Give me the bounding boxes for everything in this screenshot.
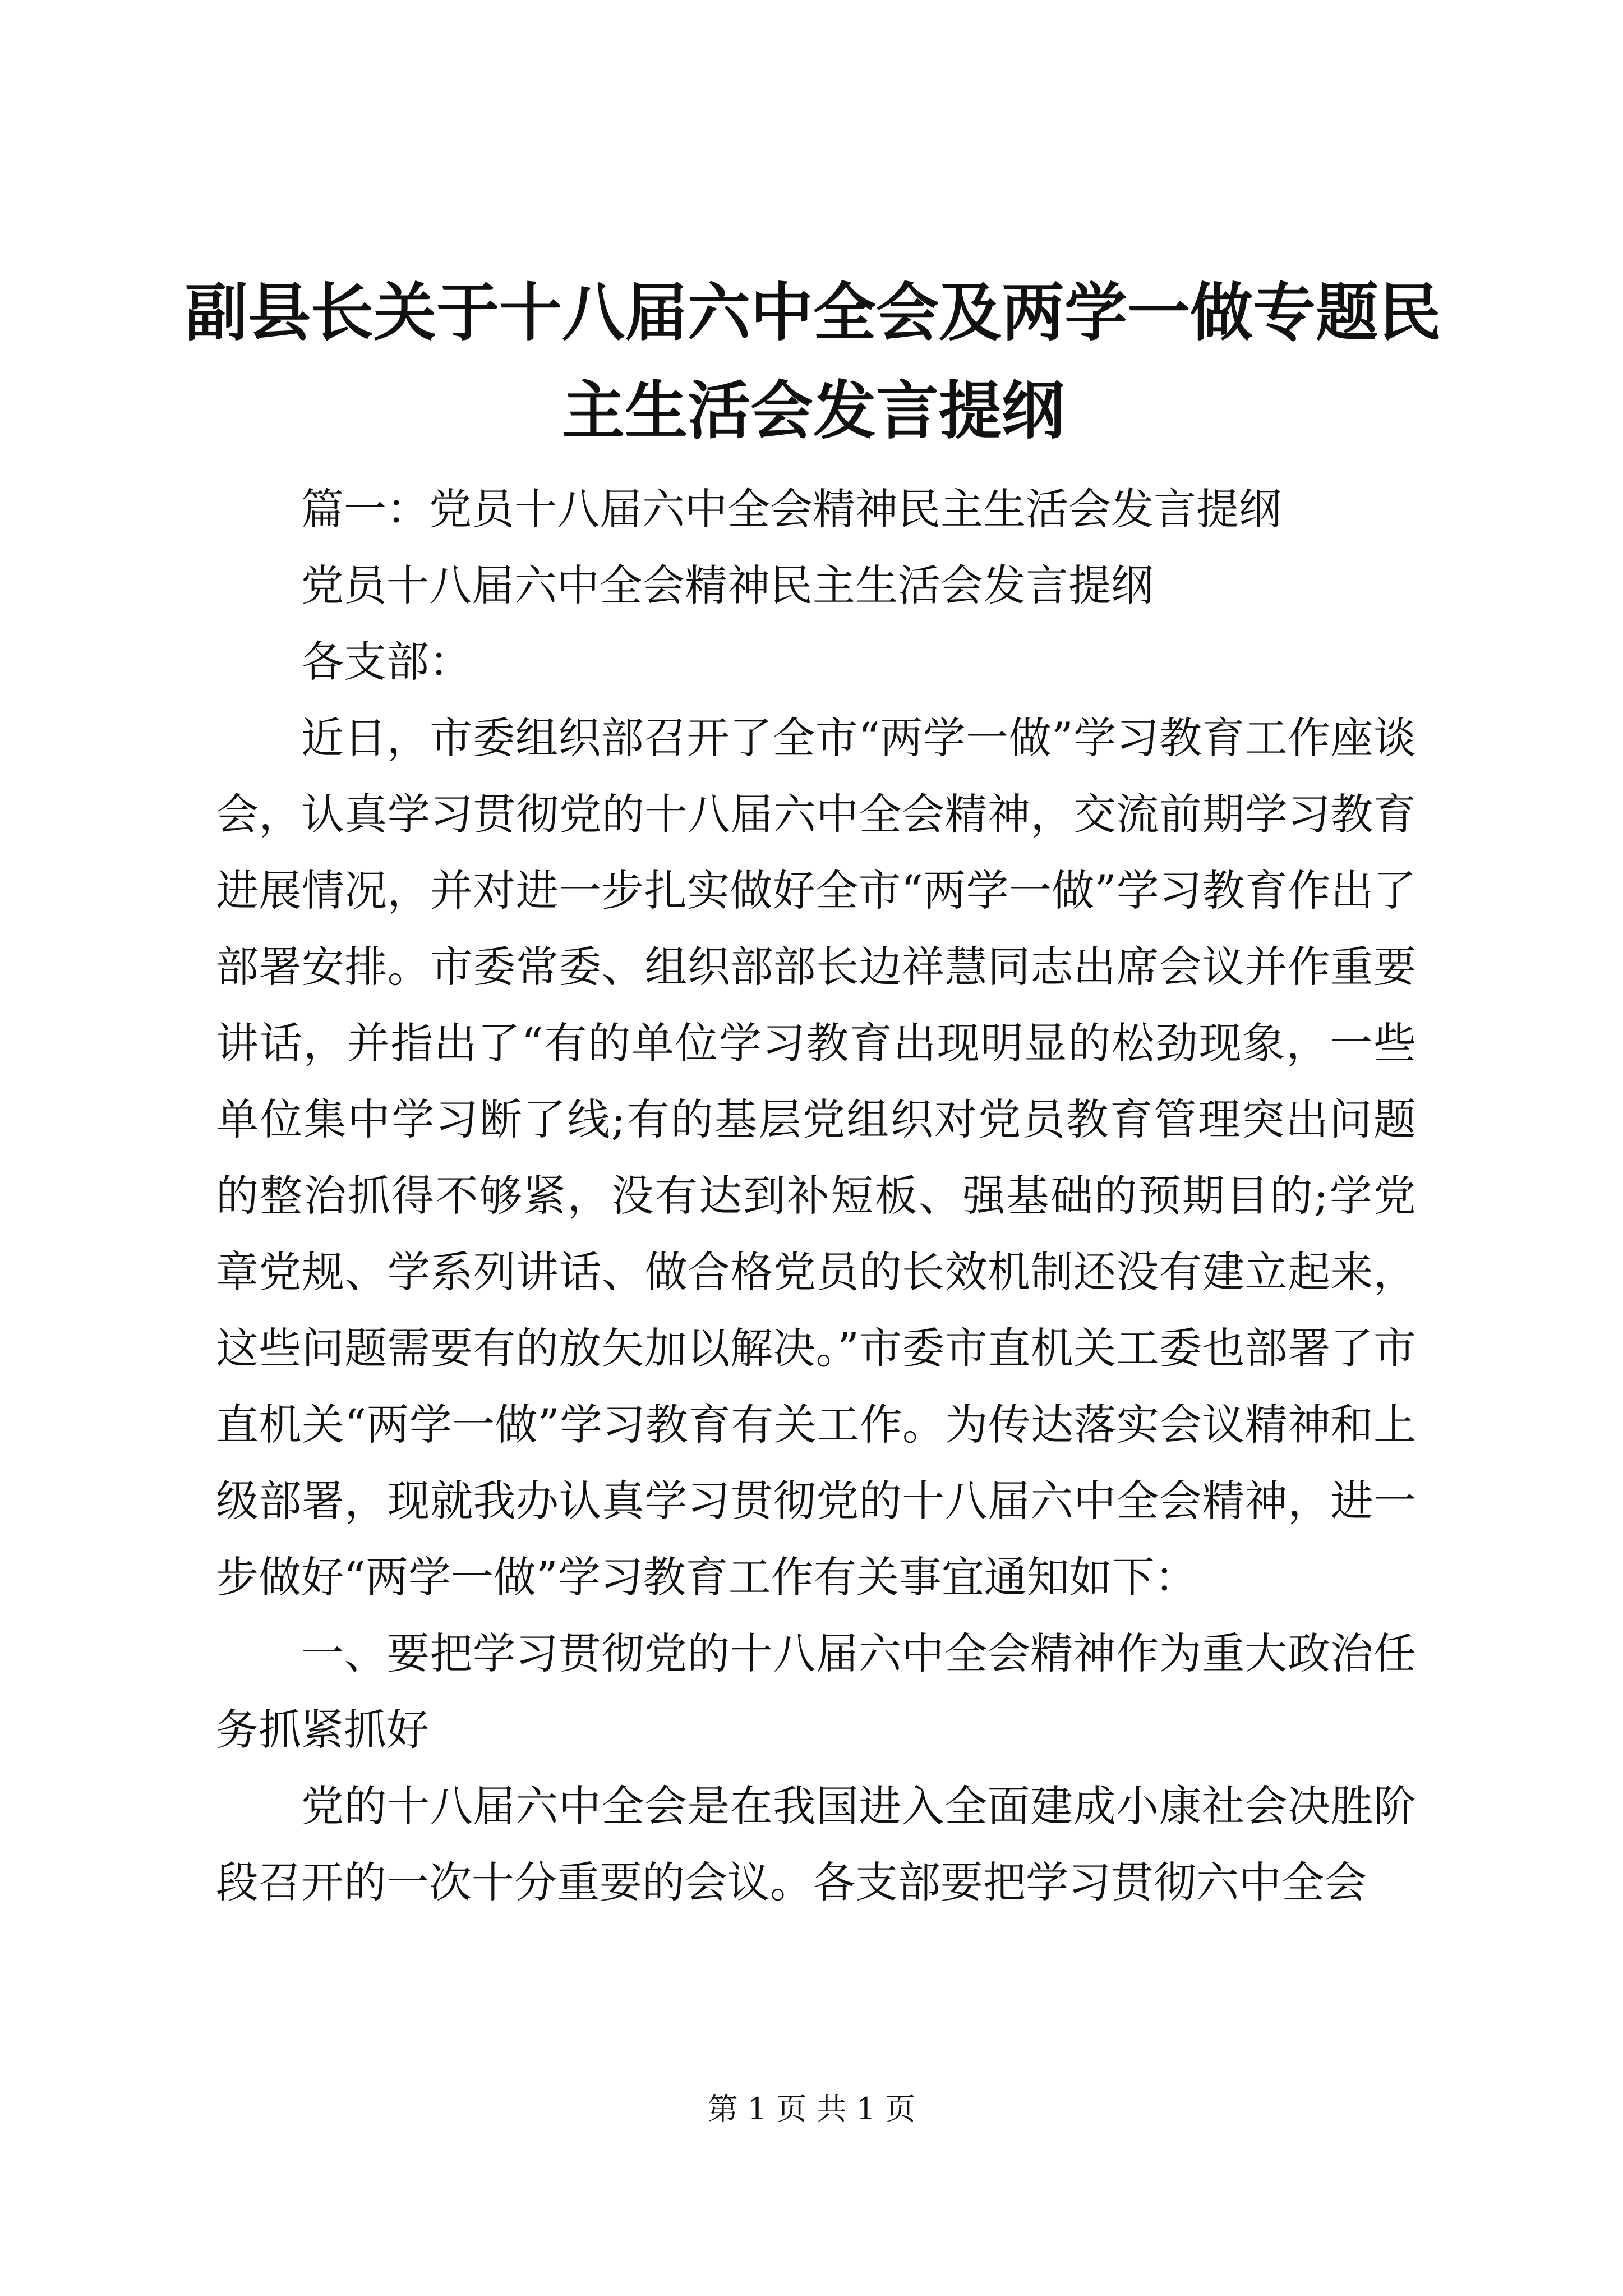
salutation-paragraph: 各支部： <box>301 637 472 687</box>
body-paragraph: 党的十八届六中全会是在我国进入全面建成小康社会决胜阶段召开的一次十分重要的会议。各支部要把学习贯彻六中全会 <box>216 1781 1416 1907</box>
document-body <box>216 471 1416 1921</box>
numbered-heading: 一、要把学习贯彻党的十八届六中全会精神作为重大政治任务抓紧抓好 <box>216 1628 1416 1755</box>
document-title: 副县长关于十八届六中全会及两学一做专题民主生活会发言提纲 <box>185 276 1441 448</box>
section-heading: 篇一：党员十八届六中全会精神民主生活会发言提纲 <box>301 484 1281 534</box>
subtitle-paragraph: 党员十八届六中全会精神民主生活会发言提纲 <box>301 560 1154 610</box>
body-paragraph: 近日，市委组织部召开了全市“两学一做”学习教育工作座谈会，认真学习贯彻党的十八届六中全会精神，交流前期学习教育进展情况，并对进一步扎实做好全市“两学一做”学习教育作出了部署安排。市委常委、组织部部长边祥慧同志出席会议并作重要讲话，并指出了“有的单位学习教育出现明显的松劲现象，一些单位集中学习断了线;有的基层党组织对党员教育管理突出问题的整治抓得不够紧，没有达到补短板、强基础的预期目的;学党章党规、学系列讲话、做合格党员的长效机制还没有建立起来，这些问题需要有的放矢加以解决。”市委市直机关工委也部署了市直机关“两学一做”学习教育有关工作。为传达落实会议精神和上级部署，现就我办认真学习贯彻党的十八届六中全会精神，进一步做好“两学一做”学习教育工作有关事宜通知如下： <box>216 713 1416 1602</box>
page-footer: 第 1 页 共 1 页 <box>707 2091 916 2127</box>
